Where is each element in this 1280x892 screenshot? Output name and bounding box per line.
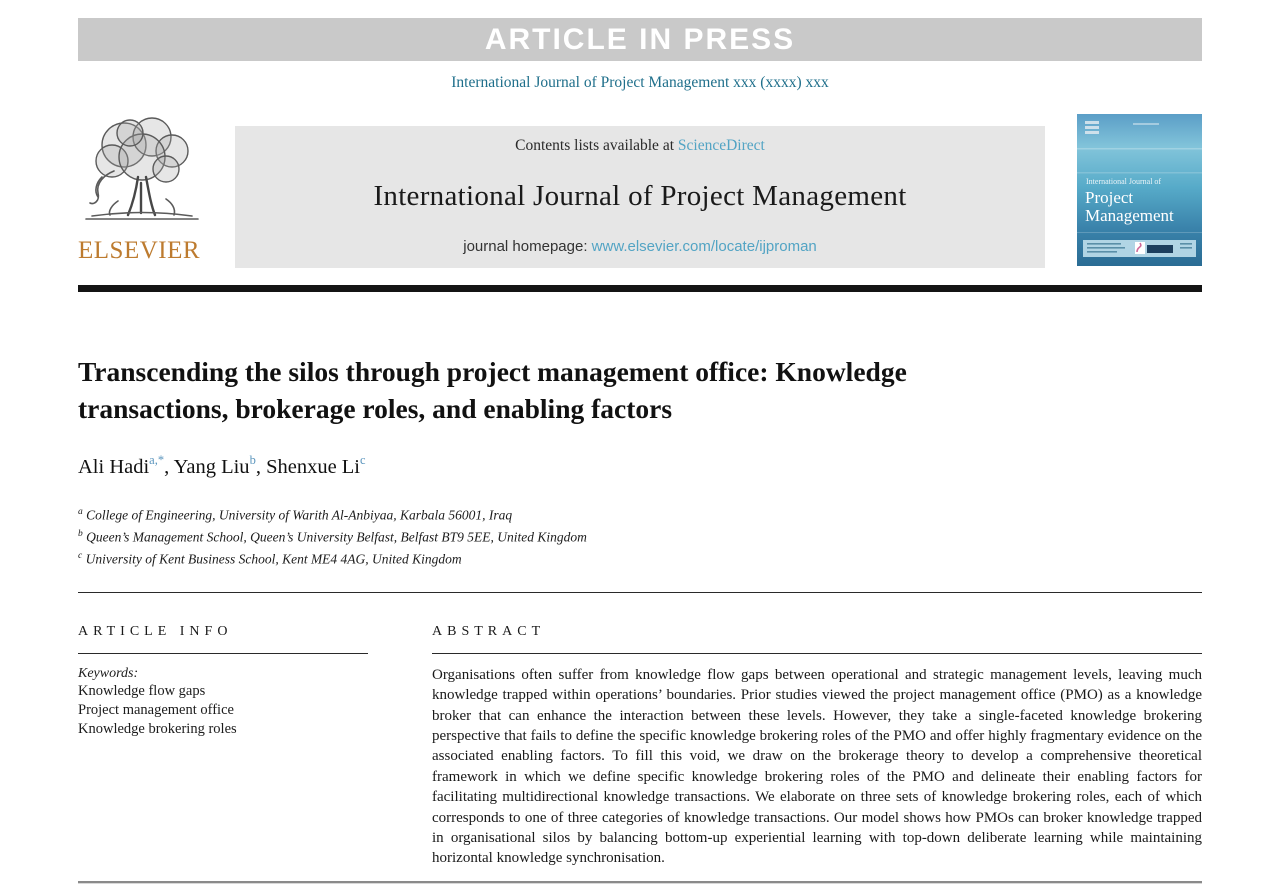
keywords-list — [78, 682, 368, 739]
article-info-column — [78, 624, 368, 869]
contents-line — [245, 137, 1035, 155]
affiliation-text-b: Queen’s Management School, Queen’s University Belfast, Belfast BT9 5EE, United Kingdom — [82, 529, 587, 545]
article-in-press-banner — [78, 18, 1202, 61]
affiliations-block — [78, 503, 1202, 569]
author-superscript-2: b — [249, 453, 256, 467]
affiliation-item-a — [78, 503, 1202, 525]
affiliation-superscript-b: b — [78, 528, 83, 539]
elsevier-logo — [78, 113, 235, 268]
author-name-3: Shenxue Li — [266, 455, 361, 478]
section-divider-rule — [78, 592, 1202, 593]
article-info-rule — [78, 653, 368, 654]
elsevier-wordmark: ELSEVIER — [78, 237, 201, 264]
journal-title: International Journal of Project Management — [373, 180, 907, 212]
authors-line — [78, 454, 1202, 479]
affiliation-text-c: University of Kent Business School, Kent ME4 4AG, United Kingdom — [82, 551, 462, 567]
abstract-column — [432, 624, 1202, 869]
masthead-box — [235, 126, 1045, 268]
abstract-text: Organisations often suffer from knowledge flow gaps between operational and strategic management levels, leaving much knowledge trapped within operations’ boundaries. Prior studies viewed the project management office (PMO) as a knowledge broker that can enhance the interaction between these levels. However, they take a single-faceted knowledge brokering perspective that fails to define the specific knowledge brokering roles of the PMO and offer highly fragmentary evidence on the associated enabling factors. To fill this void, we draw on the brokerage theory to develop a comprehensive theoretical framework in which we define specific knowledge brokering roles of the PMO and delineate their enabling factors for facilitating multidirectional knowledge transactions. We elaborate on three sets of knowledge brokering roles, each of which corresponds to one of three categories of knowledge transactions. Our model shows how PMOs can broker knowledge trapped in organisational silos by balancing bottom-up experiential learning with top-down deliberate learning while maintaining horizontal knowledge synchronisation. — [432, 666, 1202, 867]
contents-prefix: Contents lists available at — [515, 137, 678, 154]
author-separator-2: , — [255, 455, 267, 478]
journal-masthead — [78, 113, 1202, 271]
affiliation-superscript-c: c — [78, 550, 83, 561]
author-superscript-3: c — [360, 453, 366, 467]
homepage-line — [245, 238, 1035, 255]
journal-cover-image — [1077, 114, 1202, 266]
abstract-heading: ABSTRACT — [432, 623, 546, 639]
keyword-item-2: Project management office — [78, 701, 234, 718]
affiliation-superscript-a: a — [78, 506, 83, 517]
affiliation-item-c — [78, 547, 1202, 569]
article-in-press-text: ARTICLE IN PRESS — [484, 22, 796, 56]
homepage-prefix: journal homepage: — [463, 238, 592, 255]
journal-cover-thumbnail — [1077, 114, 1202, 271]
info-abstract-section — [78, 624, 1202, 869]
sciencedirect-link[interactable]: ScienceDirect — [677, 137, 765, 154]
author-name-2: Yang Liu — [173, 455, 250, 478]
cover-title-line1: Project — [1085, 188, 1134, 207]
article-title: Transcending the silos through project management office: Knowledge transactions, brokerage roles, and enabling factors — [78, 356, 907, 424]
paper-first-page — [78, 18, 1202, 884]
cover-title-line2: Management — [1085, 206, 1174, 225]
author-separator-1: , — [164, 455, 174, 478]
keyword-item-1: Knowledge flow gaps — [78, 682, 206, 699]
keywords-label: Keywords: — [78, 665, 139, 681]
keyword-item-3: Knowledge brokering roles — [78, 720, 237, 737]
elsevier-tree-icon — [78, 113, 206, 235]
author-name-1: Ali Hadi — [78, 455, 150, 478]
citation-line — [78, 74, 1202, 92]
citation-link[interactable]: International Journal of Project Management xxx (xxxx) xxx — [451, 74, 829, 91]
affiliation-item-b — [78, 525, 1202, 547]
article-info-heading: ARTICLE INFO — [78, 623, 233, 639]
abstract-rule — [432, 653, 1202, 654]
cover-small-title: International Journal of — [1086, 177, 1162, 186]
homepage-link[interactable]: www.elsevier.com/locate/ijproman — [591, 238, 817, 255]
masthead-divider-rule — [78, 285, 1202, 292]
footer-rule — [78, 881, 1202, 884]
author-superscript-1: a,* — [149, 453, 165, 467]
affiliation-text-a: College of Engineering, University of Warith Al-Anbiyaa, Karbala 56001, Iraq — [82, 507, 513, 523]
